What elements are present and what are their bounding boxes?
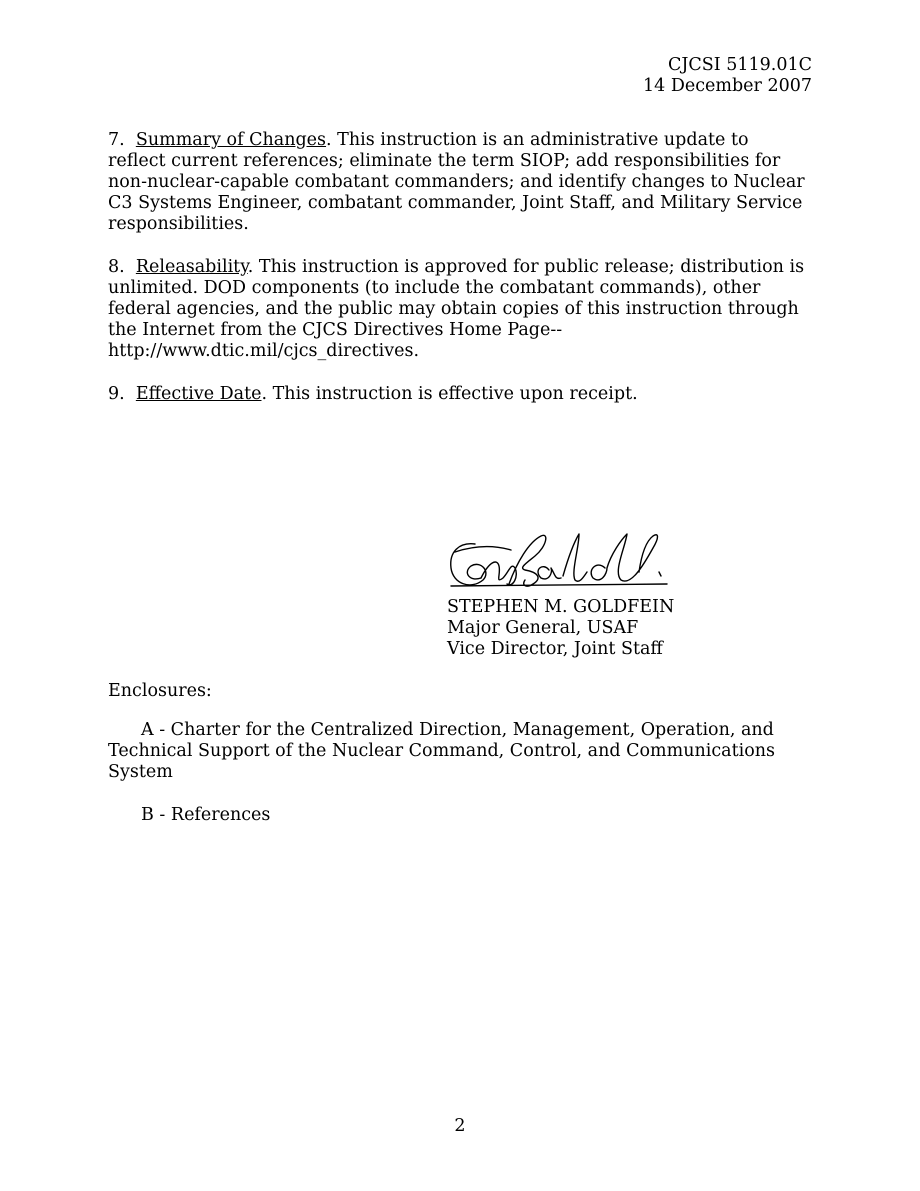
doc-number: CJCSI 5119.01C: [667, 55, 812, 75]
section-9-first-line: [108, 384, 638, 405]
enclosure-item: B - References: [141, 805, 271, 825]
signer-title: Vice Director, Joint Staff: [447, 639, 663, 659]
section-number: 9.: [108, 384, 125, 404]
section-text: responsibilities.: [108, 214, 249, 234]
page-number: 2: [454, 1116, 466, 1136]
section-text: . This instruction is effective upon receipt.: [261, 384, 638, 404]
section-text: . This instruction is an administrative update to: [326, 130, 749, 150]
section-number: 7.: [108, 130, 125, 150]
section-title: Summary of Changes: [135, 130, 327, 150]
signer-name: STEPHEN M. GOLDFEIN: [447, 597, 675, 617]
enclosure-item: System: [108, 762, 173, 782]
section-number: 8.: [108, 257, 125, 277]
section-text: http://www.dtic.mil/cjcs_directives.: [108, 341, 420, 361]
section-7-first-line: [108, 130, 749, 151]
enclosure-item: Technical Support of the Nuclear Command, Control, and Communications: [108, 741, 776, 761]
signer-rank: Major General, USAF: [447, 618, 639, 638]
doc-date: 14 December 2007: [643, 76, 812, 96]
section-text: non-nuclear-capable combatant commanders; and identify changes to Nuclear: [108, 172, 805, 192]
section-text: C3 Systems Engineer, combatant commander, Joint Staff, and Military Service: [108, 193, 803, 213]
handwritten-signature: [445, 528, 675, 594]
section-text: unlimited. DOD components (to include the combatant commands), other: [108, 278, 761, 298]
section-title: Effective Date: [135, 384, 262, 404]
section-text: reflect current references; eliminate the term SIOP; add responsibilities for: [108, 151, 781, 171]
section-8-first-line: [108, 257, 804, 278]
section-title: Releasability: [135, 257, 248, 277]
section-text: federal agencies, and the public may obtain copies of this instruction through: [108, 299, 799, 319]
enclosures-heading: Enclosures:: [108, 681, 212, 701]
enclosure-item: A - Charter for the Centralized Direction, Management, Operation, and: [141, 720, 774, 740]
section-text: the Internet from the CJCS Directives Home Page--: [108, 320, 563, 340]
section-text: . This instruction is approved for public release; distribution is: [247, 257, 805, 277]
